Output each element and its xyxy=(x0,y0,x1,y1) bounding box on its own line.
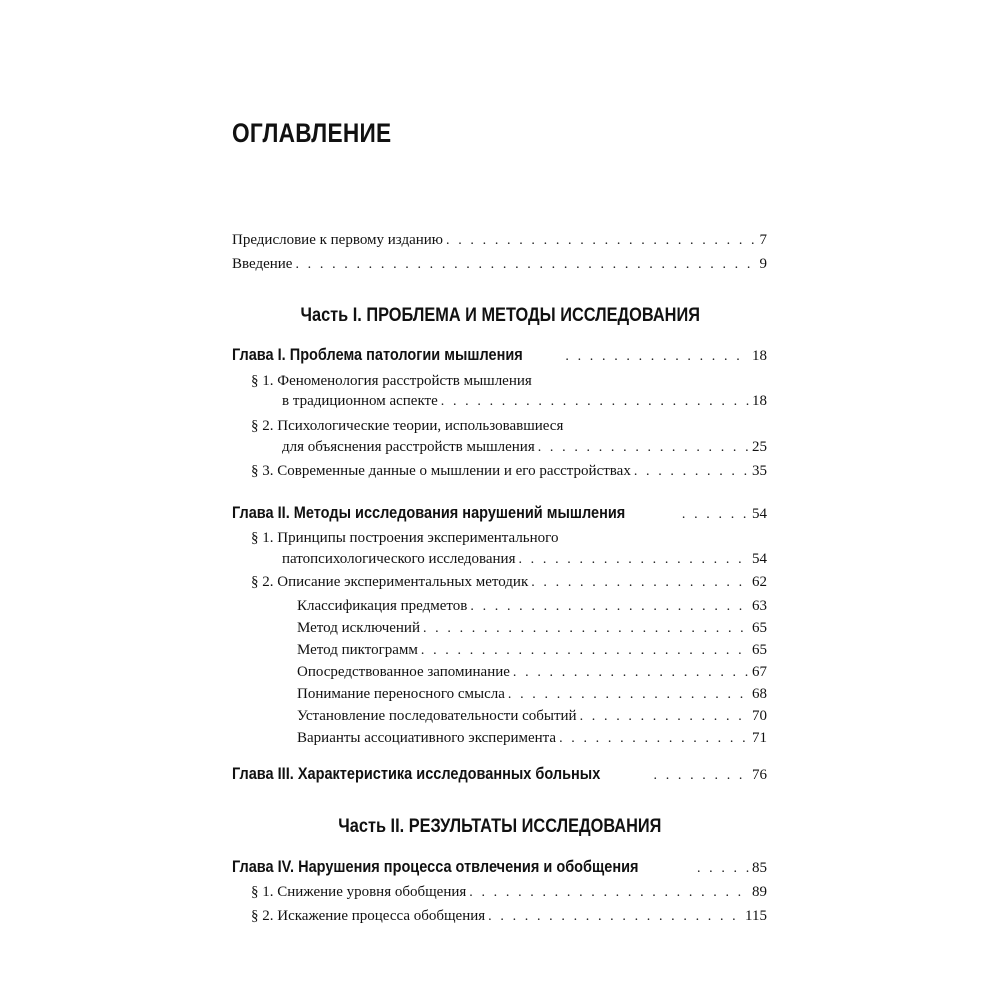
toc-page-number: 9 xyxy=(759,256,767,272)
toc-method-classification[interactable] xyxy=(297,598,767,620)
toc-entry-label: Метод исключений xyxy=(297,620,420,636)
dot-leader xyxy=(295,257,756,273)
dot-leader xyxy=(423,621,749,637)
toc-page-number: 54 xyxy=(752,551,767,567)
toc-page-number: 67 xyxy=(752,664,767,680)
toc-section-1-2-line1: § 2. Психологические теории, использовавшиеся xyxy=(251,418,564,434)
dot-leader xyxy=(682,507,749,523)
toc-section-2-2[interactable] xyxy=(251,574,767,596)
dot-leader xyxy=(634,464,749,480)
toc-page-number: 7 xyxy=(759,232,767,248)
dot-leader xyxy=(513,665,749,681)
toc-section-2-1[interactable] xyxy=(282,551,767,573)
toc-page-number: 89 xyxy=(752,884,767,900)
toc-page-number: 70 xyxy=(752,708,767,724)
toc-chapter-4[interactable] xyxy=(232,858,767,880)
toc-page-number: 18 xyxy=(752,393,767,409)
toc-chapter-label: Глава IV. Нарушения процесса отвлечения и обобщения xyxy=(232,858,639,876)
toc-chapter-1[interactable] xyxy=(232,346,767,368)
toc-chapter-label: Глава III. Характеристика исследованных больных xyxy=(232,765,601,783)
toc-section-4-2[interactable] xyxy=(251,908,767,930)
toc-method-event-sequence[interactable] xyxy=(297,708,767,730)
toc-section-4-1[interactable] xyxy=(251,884,767,906)
dot-leader xyxy=(565,349,749,365)
dot-leader xyxy=(518,552,749,568)
toc-entry-label: § 1. Снижение уровня обобщения xyxy=(251,884,467,900)
part-heading-1 xyxy=(0,305,1000,327)
toc-page-number: 65 xyxy=(752,620,767,636)
dot-leader xyxy=(446,233,756,249)
toc-chapter-2[interactable] xyxy=(232,504,767,526)
toc-chapter-3[interactable] xyxy=(232,765,767,787)
toc-section-1-2[interactable] xyxy=(282,439,767,461)
dot-leader xyxy=(508,687,749,703)
toc-entry-label: Установление последовательности событий xyxy=(297,708,577,724)
toc-chapter-label: Глава II. Методы исследования нарушений мышления xyxy=(232,504,626,522)
dot-leader xyxy=(654,768,750,784)
toc-page-number: 62 xyxy=(752,574,767,590)
toc-entry-label: Введение xyxy=(232,256,293,272)
toc-page-number: 115 xyxy=(745,908,767,924)
dot-leader xyxy=(531,575,749,591)
toc-section-1-3[interactable] xyxy=(251,463,767,485)
toc-page-number: 18 xyxy=(752,348,767,364)
toc-entry-label: патопсихологического исследования xyxy=(282,551,516,567)
toc-entry-label: Предисловие к первому изданию xyxy=(232,232,444,248)
dot-leader xyxy=(421,643,749,659)
dot-leader xyxy=(488,909,742,925)
toc-page-number: 76 xyxy=(752,767,767,783)
toc-entry-preface[interactable] xyxy=(232,232,767,254)
dot-leader xyxy=(538,440,749,456)
toc-entry-label: Классификация предметов xyxy=(297,598,468,614)
page-title: ОГЛАВЛЕНИЕ xyxy=(232,118,392,148)
toc-entry-label: § 2. Описание экспериментальных методик xyxy=(251,574,529,590)
toc-method-associative[interactable] xyxy=(297,730,767,752)
toc-entry-label: Метод пиктограмм xyxy=(297,642,418,658)
dot-leader xyxy=(441,394,749,410)
dot-leader xyxy=(580,709,749,725)
part-heading-text: Часть II. РЕЗУЛЬТАТЫ ИССЛЕДОВАНИЯ xyxy=(338,816,662,837)
toc-chapter-label: Глава I. Проблема патологии мышления xyxy=(232,346,523,364)
toc-page-number: 54 xyxy=(752,506,767,522)
part-heading-2 xyxy=(0,816,1000,838)
toc-page-number: 63 xyxy=(752,598,767,614)
toc-page-number: 35 xyxy=(752,463,767,479)
toc-section-2-1-line1: § 1. Принципы построения экспериментального xyxy=(251,530,559,546)
toc-method-mediated-memory[interactable] xyxy=(297,664,767,686)
toc-entry-label: Понимание переносного смысла xyxy=(297,686,505,702)
toc-page-number: 68 xyxy=(752,686,767,702)
dot-leader xyxy=(697,861,749,877)
part-heading-text: Часть I. ПРОБЛЕМА И МЕТОДЫ ИССЛЕДОВАНИЯ xyxy=(300,305,700,326)
toc-method-pictogram[interactable] xyxy=(297,642,767,664)
toc-entry-label: § 2. Искажение процесса обобщения xyxy=(251,908,486,924)
dot-leader xyxy=(470,599,749,615)
toc-method-figurative-meaning[interactable] xyxy=(297,686,767,708)
toc-page-number: 85 xyxy=(752,860,767,876)
toc-page-number: 71 xyxy=(752,730,767,746)
dot-leader xyxy=(469,885,749,901)
toc-section-1-1-line1: § 1. Феноменология расстройств мышления xyxy=(251,373,532,389)
dot-leader xyxy=(559,731,749,747)
toc-page-number: 25 xyxy=(752,439,767,455)
toc-entry-label: Опосредствованное запоминание xyxy=(297,664,510,680)
toc-entry-label: для объяснения расстройств мышления xyxy=(282,439,535,455)
toc-entry-label: § 3. Современные данные о мышлении и его расстройствах xyxy=(251,463,631,479)
toc-entry-label: Варианты ассоциативного эксперимента xyxy=(297,730,557,746)
toc-page-number: 65 xyxy=(752,642,767,658)
toc-entry-label: в традиционном аспекте xyxy=(282,393,438,409)
toc-entry-introduction[interactable] xyxy=(232,256,767,278)
toc-section-1-1[interactable] xyxy=(282,393,767,415)
toc-method-exclusion[interactable] xyxy=(297,620,767,642)
